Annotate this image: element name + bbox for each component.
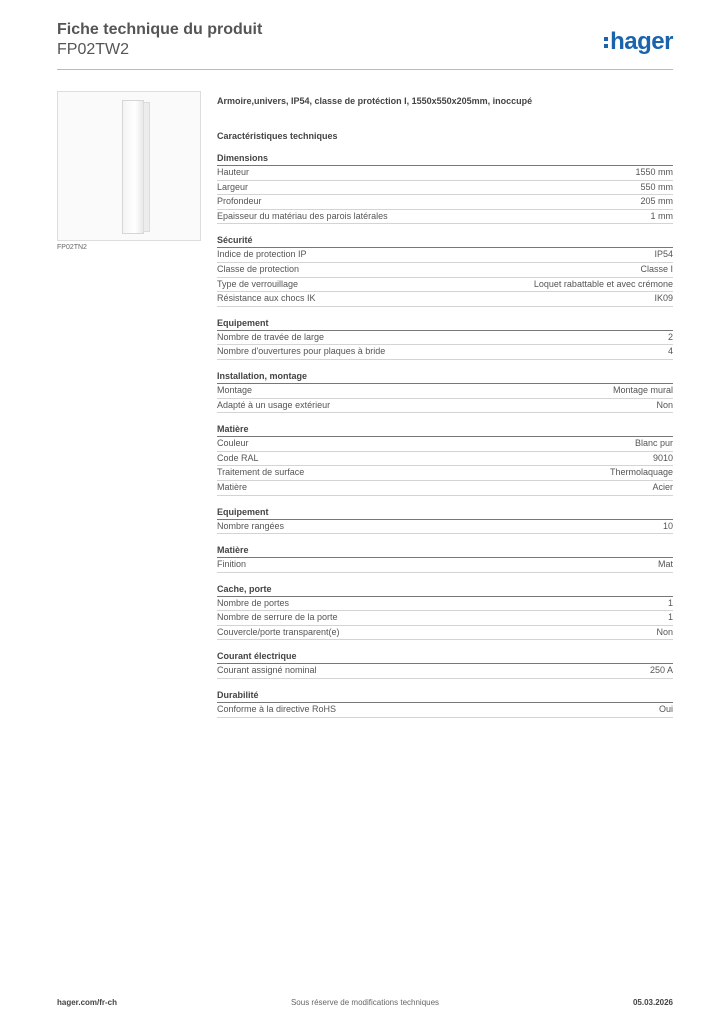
spec-value: 10: [662, 520, 673, 531]
spec-value: 1: [667, 597, 673, 608]
footer-date: 05.03.2026: [632, 998, 673, 1007]
spec-label: Nombre de travée de large: [217, 331, 325, 342]
spec-label: Indice de protection IP: [217, 249, 307, 260]
spec-label: Type de verrouillage: [217, 278, 299, 289]
spec-label: Code RAL: [217, 452, 259, 463]
spec-label: Résistance aux chocs IK: [217, 293, 316, 304]
spec-section: [217, 234, 673, 306]
spec-row: [217, 481, 673, 496]
section-title: Courant électrique: [217, 650, 673, 664]
spec-section: [217, 152, 673, 224]
spec-value: Non: [656, 626, 673, 637]
spec-row: [217, 664, 673, 679]
spec-row: [217, 452, 673, 467]
spec-row: [217, 597, 673, 612]
spec-value: 2: [667, 331, 673, 342]
footer-notice: Sous réserve de modifications techniques: [290, 998, 440, 1007]
spec-value: 550 mm: [640, 181, 673, 192]
spec-label: Adapté à un usage extérieur: [217, 399, 331, 410]
spec-section: [217, 583, 673, 641]
section-title: Matière: [217, 423, 673, 437]
cabinet-side-icon: [143, 102, 150, 232]
spec-row: [217, 626, 673, 641]
section-title: Dimensions: [217, 152, 673, 166]
product-code: FP02TW2: [57, 41, 130, 58]
section-title: Cache, porte: [217, 583, 673, 597]
spec-row: [217, 437, 673, 452]
product-description: Armoire,univers, IP54, classe de protéction I, 1550x550x205mm, inoccupé: [217, 96, 533, 106]
spec-value: Blanc pur: [634, 438, 673, 449]
spec-value: Acier: [652, 481, 673, 492]
spec-label: Courant assigné nominal: [217, 665, 317, 676]
section-title: Durabilité: [217, 689, 673, 703]
spec-row: [217, 558, 673, 573]
cabinet-icon: [122, 100, 144, 234]
spec-value: 1 mm: [650, 210, 673, 221]
image-caption: FP02TN2: [57, 244, 87, 251]
spec-row: [217, 384, 673, 399]
spec-label: Conforme à la directive RoHS: [217, 704, 337, 715]
footer-website: hager.com/fr-ch: [57, 998, 118, 1007]
spec-label: Nombre de portes: [217, 597, 290, 608]
spec-label: Profondeur: [217, 196, 262, 207]
spec-row: [217, 345, 673, 360]
spec-label: Traitement de surface: [217, 467, 305, 478]
spec-content: [217, 95, 673, 718]
spec-row: [217, 166, 673, 181]
spec-value: 4: [667, 346, 673, 357]
spec-row: [217, 611, 673, 626]
spec-label: Finition: [217, 559, 247, 570]
spec-label: Couleur: [217, 438, 249, 449]
spec-section: [217, 370, 673, 413]
logo-dots-icon: [604, 34, 608, 51]
spec-row: [217, 210, 673, 225]
section-title: Sécurité: [217, 234, 673, 248]
spec-value: Oui: [658, 704, 673, 715]
spec-label: Montage: [217, 384, 253, 395]
spec-label: Largeur: [217, 181, 249, 192]
spec-section: [217, 544, 673, 573]
spec-value: IP54: [654, 249, 673, 260]
spec-value: Thermolaquage: [609, 467, 673, 478]
page-title: Fiche technique du produit: [57, 21, 263, 38]
section-title: Matière: [217, 544, 673, 558]
spec-value: 250 A: [649, 665, 673, 676]
spec-row: [217, 263, 673, 278]
spec-value: 1: [667, 612, 673, 623]
spec-row: [217, 278, 673, 293]
spec-value: Montage mural: [612, 384, 673, 395]
section-title: Equipement: [217, 506, 673, 520]
spec-value: 1550 mm: [635, 167, 673, 177]
page-header: [57, 20, 673, 60]
spec-row: [217, 195, 673, 210]
spec-value: 9010: [652, 452, 673, 463]
logo-text: hager: [610, 28, 673, 55]
spec-value: 205 mm: [640, 196, 673, 207]
spec-label: Nombre de serrure de la porte: [217, 612, 338, 623]
spec-row: [217, 703, 673, 718]
spec-section: [217, 423, 673, 495]
spec-value: Classe I: [640, 263, 673, 274]
spec-label: Couvercle/porte transparent(e): [217, 626, 340, 637]
spec-row: [217, 399, 673, 414]
spec-row: [217, 181, 673, 196]
section-title: Equipement: [217, 317, 673, 331]
hager-logo: [604, 28, 673, 56]
spec-section: [217, 689, 673, 718]
spec-section: [217, 650, 673, 679]
spec-row: [217, 292, 673, 307]
spec-section: [217, 317, 673, 360]
spec-value: IK09: [654, 293, 673, 304]
spec-label: Epaisseur du matériau des parois latérales: [217, 210, 388, 221]
spec-row: [217, 331, 673, 346]
spec-row: [217, 466, 673, 481]
spec-label: Nombre rangées: [217, 520, 285, 531]
spec-row: [217, 520, 673, 535]
spec-sections: [217, 152, 673, 718]
section-title: Installation, montage: [217, 370, 673, 384]
spec-value: Mat: [657, 559, 673, 570]
tech-characteristics-title: Caractéristiques techniques: [217, 131, 338, 141]
spec-label: Classe de protection: [217, 263, 300, 274]
spec-row: [217, 248, 673, 263]
spec-value: Non: [656, 399, 673, 410]
header-divider: [57, 69, 673, 70]
spec-value: Loquet rabattable et avec crémone: [533, 278, 673, 289]
spec-section: [217, 506, 673, 535]
spec-label: Hauteur: [217, 167, 250, 177]
product-image: [57, 91, 201, 241]
spec-label: Matière: [217, 481, 248, 492]
spec-label: Nombre d'ouvertures pour plaques à bride: [217, 346, 386, 357]
